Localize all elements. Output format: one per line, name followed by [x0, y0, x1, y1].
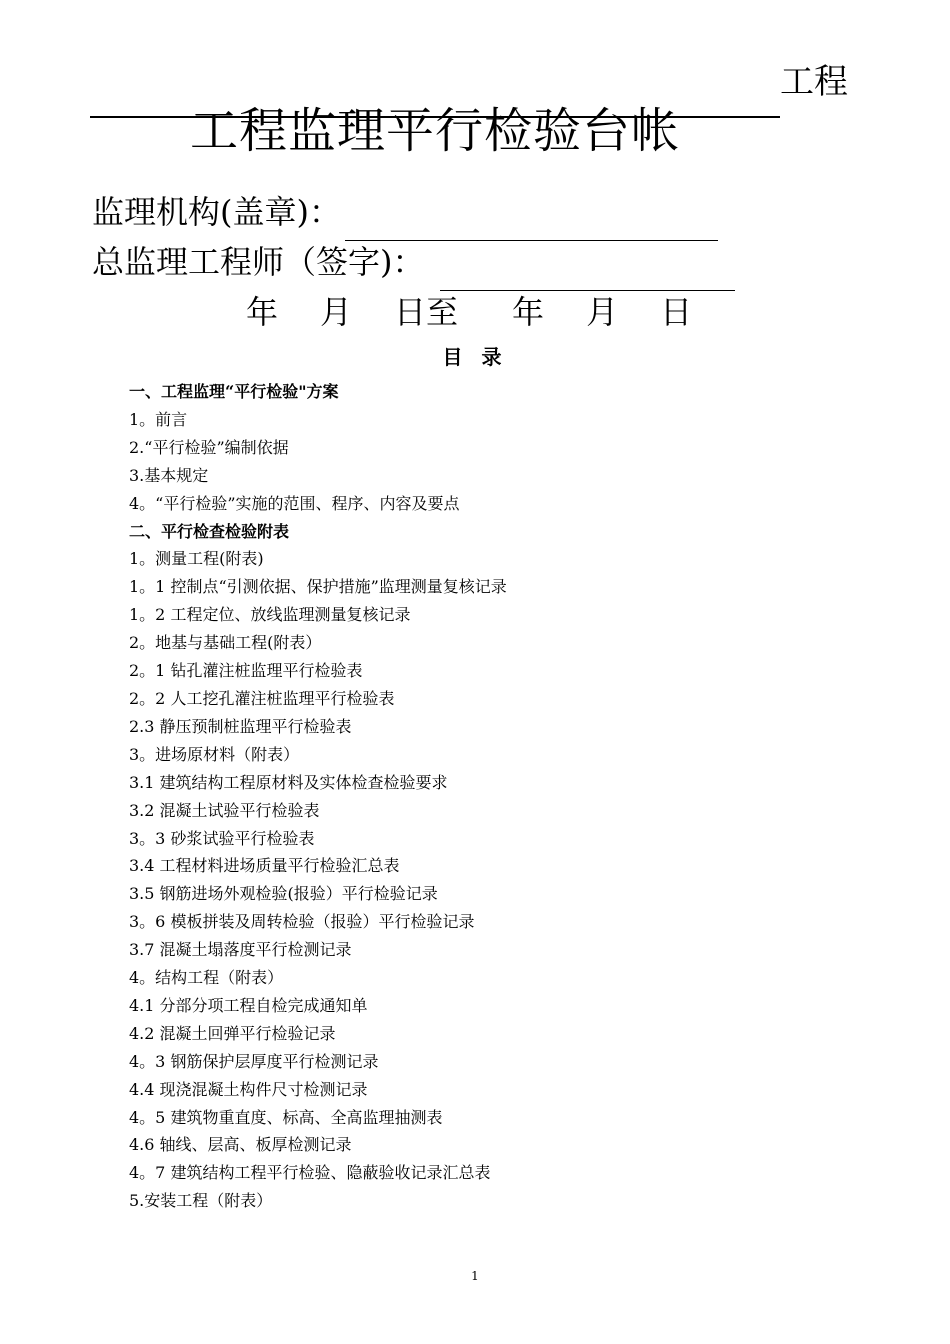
toc-entry: 3.4 工程材料进场质量平行检验汇总表: [129, 856, 400, 876]
date-start-month: 月: [320, 293, 353, 331]
toc-entry: 1。前言: [129, 409, 188, 429]
toc-entry: 4。“平行检验”实施的范围、程序、内容及要点: [129, 493, 460, 513]
toc-entry: 3。3 砂浆试验平行检验表: [129, 828, 315, 848]
toc-entry: 3。进场原材料（附表）: [129, 744, 300, 764]
toc-entry: 3.基本规定: [129, 465, 209, 485]
toc-entry: 4。3 钢筋保护层厚度平行检测记录: [129, 1051, 379, 1071]
supervision-org-label: 监理机构(盖章)：: [92, 193, 341, 231]
toc-entry: 3.7 混凝土塌落度平行检测记录: [129, 940, 352, 960]
toc-entry: 4。结构工程（附表）: [129, 968, 284, 988]
toc-entry: 4.4 现浇混凝土构件尺寸检测记录: [129, 1079, 368, 1099]
document-title-block: [90, 100, 780, 162]
table-of-contents: [129, 378, 507, 1215]
toc-entry: 4。5 建筑物重直度、标高、全高监理抽测表: [129, 1107, 443, 1127]
date-end-month: 月: [586, 293, 619, 331]
page-number: 1: [471, 1269, 479, 1283]
toc-entry: 1。测量工程(附表): [129, 549, 264, 569]
toc-entry: 4.2 混凝土回弹平行检验记录: [129, 1023, 336, 1043]
toc-entry: 3。6 模板拼装及周转检验（报验）平行检验记录: [129, 912, 475, 932]
chief-engineer-label: 总监理工程师（签字)：: [92, 243, 425, 281]
toc-entry: 3.2 混凝土试验平行检验表: [129, 800, 320, 820]
toc-entry: 2。1 钻孔灌注桩监理平行检验表: [129, 661, 363, 681]
toc-section-heading: 二、平行检查检验附表: [129, 521, 290, 541]
toc-entry: 4.1 分部分项工程自检完成通知单: [129, 995, 368, 1015]
date-range: [246, 290, 692, 334]
date-start-year: 年: [246, 293, 279, 331]
title-strikethrough-line: [90, 116, 780, 118]
toc-entry: 4.6 轴线、层高、板厚检测记录: [129, 1135, 352, 1155]
toc-entry: 4。7 建筑结构工程平行检验、隐蔽验收记录汇总表: [129, 1163, 491, 1183]
document-title: 工程监理平行检验台帐: [190, 103, 681, 159]
toc-section-heading: 一、工程监理“平行检验"方案: [129, 382, 339, 401]
date-end-day: 日: [660, 293, 693, 331]
date-start-day-to: 日至: [394, 293, 459, 331]
toc-entry: 1。1 控制点“引测依据、保护措施”监理测量复核记录: [129, 577, 507, 597]
date-end-year: 年: [512, 293, 545, 331]
toc-entry: 3.5 钢筋进场外观检验(报验）平行检验记录: [129, 884, 438, 904]
toc-entry: 2。地基与基础工程(附表）: [129, 633, 322, 653]
toc-title: 目 录: [442, 345, 508, 369]
toc-entry: 2。2 人工挖孔灌注桩监理平行检验表: [129, 688, 395, 708]
toc-entry: 3.1 建筑结构工程原材料及实体检查检验要求: [129, 772, 448, 792]
toc-entry: 1。2 工程定位、放线监理测量复核记录: [129, 605, 411, 625]
toc-entry: 5.安装工程（附表）: [129, 1191, 273, 1211]
toc-entry: 2.“平行检验”编制依据: [129, 437, 289, 457]
toc-entry: 2.3 静压预制桩监理平行检验表: [129, 716, 352, 736]
corner-tag: 工程: [780, 62, 848, 102]
